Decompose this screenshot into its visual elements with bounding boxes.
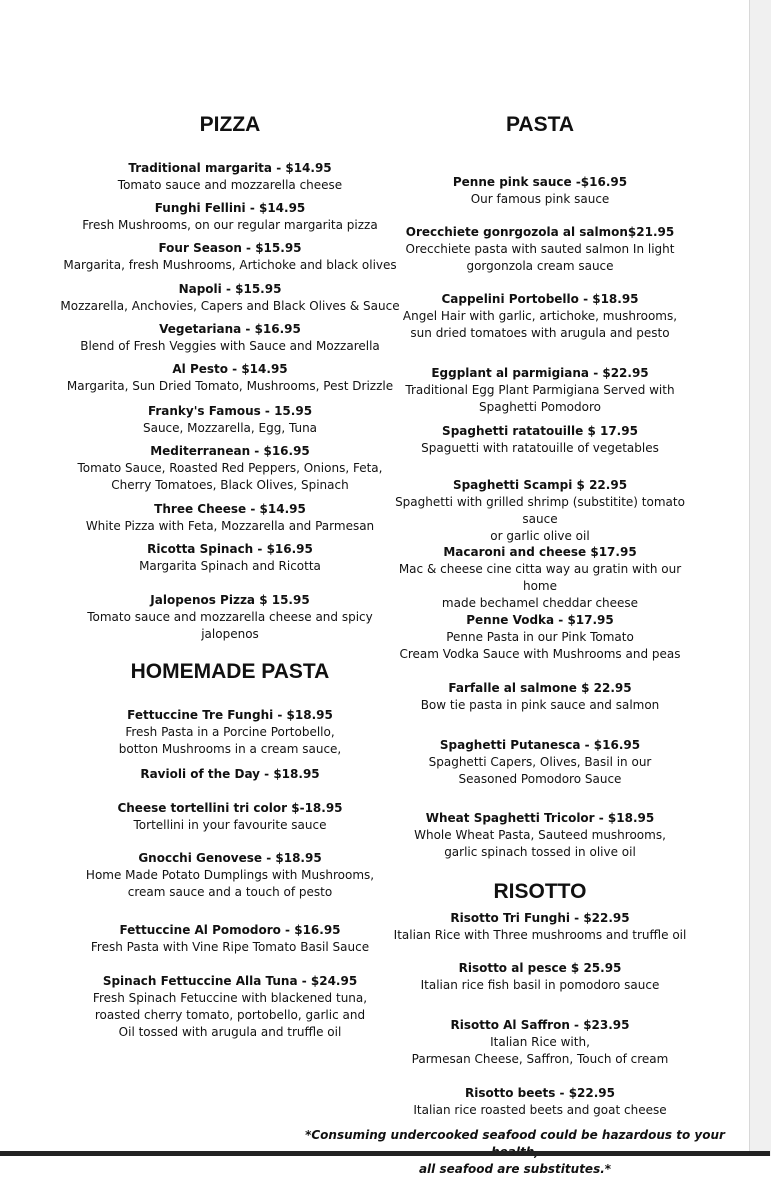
menu-item-pizza <box>60 501 400 535</box>
item-name: Al Pesto - $14.95 <box>172 362 288 376</box>
menu-item-pasta <box>380 291 700 342</box>
item-name: Fettuccine Tre Funghi - $18.95 <box>127 708 333 722</box>
item-description: Spaguetti with ratatouille of vegetables <box>421 441 659 455</box>
item-name: Three Cheese - $14.95 <box>154 502 306 516</box>
item-name: Gnocchi Genovese - $18.95 <box>138 851 322 865</box>
section-title-pizza: PIZZA <box>199 113 261 136</box>
item-name: Spaghetti Scampi $ 22.95 <box>452 478 628 492</box>
seafood-footnote: *Consuming undercooked seafood could be hazardous to your all seafood are substitutes.* <box>305 1128 725 1176</box>
item-description: Italian Rice with Three mushrooms and truffle oil <box>393 928 687 942</box>
item-description: Our famous pink sauce <box>470 192 610 206</box>
item-name: Spaghetti Putanesca - $16.95 <box>439 738 641 752</box>
item-description: White Pizza with Feta, Mozzarella and Parmesan <box>85 519 375 533</box>
page-edge <box>749 0 771 1156</box>
menu-item-pasta <box>380 612 700 663</box>
menu-item-pizza <box>60 541 400 575</box>
item-description: Whole Wheat Pasta, Sauteed mushrooms, garlic spinach tossed in olive oil <box>414 828 666 859</box>
section-title-homemade-pasta: HOMEMADE PASTA <box>130 660 330 683</box>
item-description: Angel Hair with garlic, artichoke, mushrooms, sun dried tomatoes with arugula and pesto <box>402 309 678 340</box>
item-name: Spaghetti ratatouille $ 17.95 <box>442 424 638 438</box>
menu-item-pizza <box>60 240 400 274</box>
item-name: Funghi Fellini - $14.95 <box>154 201 306 215</box>
section-title-pasta: PASTA <box>505 113 575 136</box>
bottom-rule <box>0 1151 770 1156</box>
item-name: Cheese tortellini tri color $-18.95 <box>117 801 343 815</box>
item-description: Italian rice fish basil in pomodoro sauce <box>420 978 660 992</box>
menu-item-pasta <box>380 544 700 612</box>
menu-item-pasta <box>380 810 700 861</box>
item-name: Ricotta Spinach - $16.95 <box>147 542 313 556</box>
item-name: Napoli - $15.95 <box>178 282 282 296</box>
menu-item-risotto <box>380 1017 700 1068</box>
item-description: Italian Rice with, Parmesan Cheese, Saffron, Touch of cream <box>411 1035 669 1066</box>
menu-item-homemade-pasta <box>60 800 400 834</box>
menu-item-pizza <box>60 160 400 194</box>
item-name: Traditional margarita - $14.95 <box>128 161 332 175</box>
item-description: Fresh Spinach Fetuccine with blackened tuna, roasted cherry tomato, portobello, garlic and Oil tossed with arugula and truffle oil <box>92 991 368 1039</box>
menu-item-homemade-pasta <box>60 850 400 901</box>
menu-item-pizza <box>60 443 400 494</box>
menu-item-pizza <box>60 361 400 395</box>
item-description: Tomato sauce and mozzarella cheese and spicy jalopenos <box>87 610 373 641</box>
item-description: Mozzarella, Anchovies, Capers and Black Olives & Sauce <box>60 299 400 313</box>
menu-item-homemade-pasta <box>60 707 400 758</box>
section-title-risotto: RISOTTO <box>493 880 587 903</box>
item-description: Traditional Egg Plant Parmigiana Served with Spaghetti Pomodoro <box>405 383 675 414</box>
item-description: Penne Pasta in our Pink Tomato Cream Vodka Sauce with Mushrooms and peas <box>399 630 681 661</box>
item-description: Home Made Potato Dumplings with Mushrooms, cream sauce and a touch of pesto <box>85 868 375 899</box>
item-description: Tomato sauce and mozzarella cheese <box>117 178 343 192</box>
item-name: Eggplant al parmigiana - $22.95 <box>431 366 649 380</box>
item-name: Farfalle al salmone $ 22.95 <box>448 681 632 695</box>
menu-item-risotto <box>380 910 700 944</box>
item-description: Mac & cheese cine citta way au gratin with our home made bechamel cheddar cheese <box>398 562 682 610</box>
menu-item-pasta <box>380 680 700 714</box>
item-description: Spaghetti with grilled shrimp (substitite) tomato sauce or garlic olive oil <box>395 495 685 543</box>
item-description: Italian rice roasted beets and goat cheese <box>413 1103 667 1117</box>
item-name: Orecchiete gonrgozola al salmon$21.95 <box>405 225 675 239</box>
menu-item-homemade-pasta <box>60 973 400 1041</box>
item-name: Fettuccine Al Pomodoro - $16.95 <box>119 923 341 937</box>
menu-item-pizza <box>60 403 400 437</box>
menu-item-homemade-pasta <box>60 922 400 956</box>
item-name: Spinach Fettuccine Alla Tuna - $24.95 <box>102 974 358 988</box>
menu-item-pasta <box>380 423 700 457</box>
item-name: Risotto al pesce $ 25.95 <box>458 961 622 975</box>
item-name: Vegetariana - $16.95 <box>159 322 301 336</box>
item-description: Tomato Sauce, Roasted Red Peppers, Onions, Feta, Cherry Tomatoes, Black Olives, Spinach <box>77 461 383 492</box>
item-description: Margarita, Sun Dried Tomato, Mushrooms, Pest Drizzle <box>66 379 394 393</box>
item-description: Fresh Mushrooms, on our regular margarita pizza <box>82 218 378 232</box>
item-description: Blend of Fresh Veggies with Sauce and Mozzarella <box>80 339 380 353</box>
item-name: Wheat Spaghetti Tricolor - $18.95 <box>425 811 655 825</box>
item-name: Risotto Al Saffron - $23.95 <box>450 1018 630 1032</box>
item-name: Cappelini Portobello - $18.95 <box>441 292 639 306</box>
item-name: Jalopenos Pizza $ 15.95 <box>150 593 310 607</box>
menu-item-pasta <box>380 365 700 416</box>
item-description: Tortellini in your favourite sauce <box>133 818 327 832</box>
menu-item-pizza <box>60 281 400 315</box>
menu-item-pasta <box>380 477 700 545</box>
item-description: Orecchiete pasta with sauted salmon In light gorgonzola cream sauce <box>405 242 675 273</box>
item-name: Mediterranean - $16.95 <box>150 444 310 458</box>
menu-item-pizza <box>60 200 400 234</box>
item-name: Macaroni and cheese $17.95 <box>443 545 637 559</box>
item-name: Franky's Famous - 15.95 <box>147 404 313 418</box>
menu-item-pizza <box>60 592 400 643</box>
item-description: Fresh Pasta in a Porcine Portobello, botton Mushrooms in a cream sauce, <box>118 725 342 756</box>
item-name: Penne Vodka - $17.95 <box>466 613 614 627</box>
menu-item-homemade-pasta <box>60 766 400 783</box>
item-description: Fresh Pasta with Vine Ripe Tomato Basil Sauce <box>90 940 370 954</box>
item-name: Four Season - $15.95 <box>158 241 302 255</box>
menu-item-risotto <box>380 960 700 994</box>
item-description: Margarita Spinach and Ricotta <box>139 559 321 573</box>
item-description: Margarita, fresh Mushrooms, Artichoke and black olives <box>63 258 397 272</box>
menu-item-pasta <box>380 224 700 275</box>
menu-item-pasta <box>380 174 700 208</box>
item-name: Risotto beets - $22.95 <box>464 1086 616 1100</box>
menu-item-risotto <box>380 1085 700 1119</box>
menu-item-pasta <box>380 737 700 788</box>
item-description: Bow tie pasta in pink sauce and salmon <box>420 698 660 712</box>
item-name: Ravioli of the Day - $18.95 <box>140 767 320 781</box>
item-description: Sauce, Mozzarella, Egg, Tuna <box>142 421 318 435</box>
item-name: Penne pink sauce -$16.95 <box>452 175 628 189</box>
item-description: Spaghetti Capers, Olives, Basil in our Seasoned Pomodoro Sauce <box>428 755 652 786</box>
menu-item-pizza <box>60 321 400 355</box>
item-name: Risotto Tri Funghi - $22.95 <box>450 911 630 925</box>
